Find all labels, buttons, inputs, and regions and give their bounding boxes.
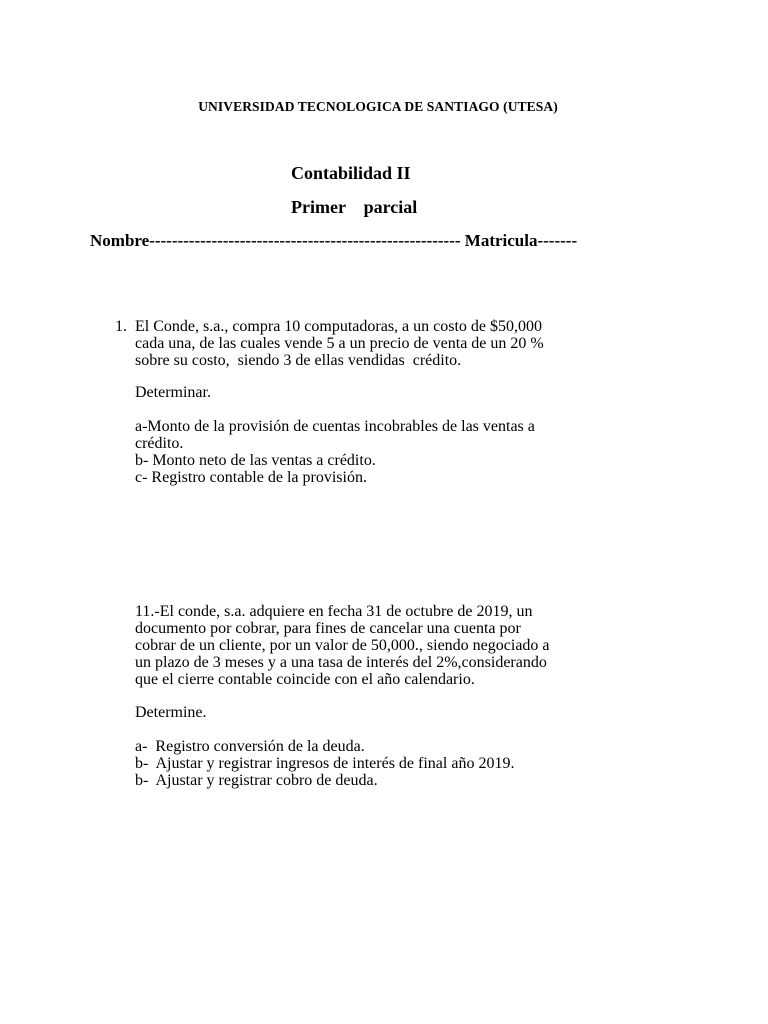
exam-title: Primer parcial [291, 197, 418, 217]
course-title: Contabilidad II [291, 163, 411, 183]
question-1-item: a-Monto de la provisión de cuentas incobrables de las ventas a [135, 418, 535, 435]
question-2-statement-line: 11.-El conde, s.a. adquiere en fecha 31 de octubre de 2019, un [135, 603, 533, 620]
question-1-statement-line: El Conde, s.a., compra 10 computadoras, a un costo de $50,000 [135, 318, 543, 335]
question-2-instruction: Determine. [135, 704, 207, 721]
question-1-statement-line: cada una, de las cuales vende 5 a un precio de venta de un 20 % [135, 335, 544, 352]
question-1-item: crédito. [135, 435, 184, 452]
question-2-statement-line: cobrar de un cliente, por un valor de 50,000., siendo negociado a [135, 637, 550, 654]
question-2-statement-line: documento por cobrar, para fines de cancelar una cuenta por [135, 620, 521, 637]
question-1-item: c- Registro contable de la provisión. [135, 469, 367, 486]
question-1-statement-line: sobre su costo, siendo 3 de ellas vendidas crédito. [135, 352, 462, 369]
university-title: UNIVERSIDAD TECNOLOGICA DE SANTIAGO (UTESA) [198, 99, 558, 114]
question-2-statement-line: que el cierre contable coincide con el año calendario. [135, 671, 475, 688]
question-1-instruction: Determinar. [135, 384, 211, 401]
question-2-item: b- Ajustar y registrar cobro de deuda. [135, 772, 378, 789]
question-2-statement-line: un plazo de 3 meses y a una tasa de interés del 2%,considerando [135, 654, 547, 671]
question-1-number: 1. [115, 318, 127, 335]
question-2-item: a- Registro conversión de la deuda. [135, 738, 365, 755]
question-1-item: b- Monto neto de las ventas a crédito. [135, 452, 376, 469]
question-2-item: b- Ajustar y registrar ingresos de interés de final año 2019. [135, 755, 515, 772]
student-name-line: Nombre------------------------------------------------------- Matricula------- [90, 231, 578, 250]
